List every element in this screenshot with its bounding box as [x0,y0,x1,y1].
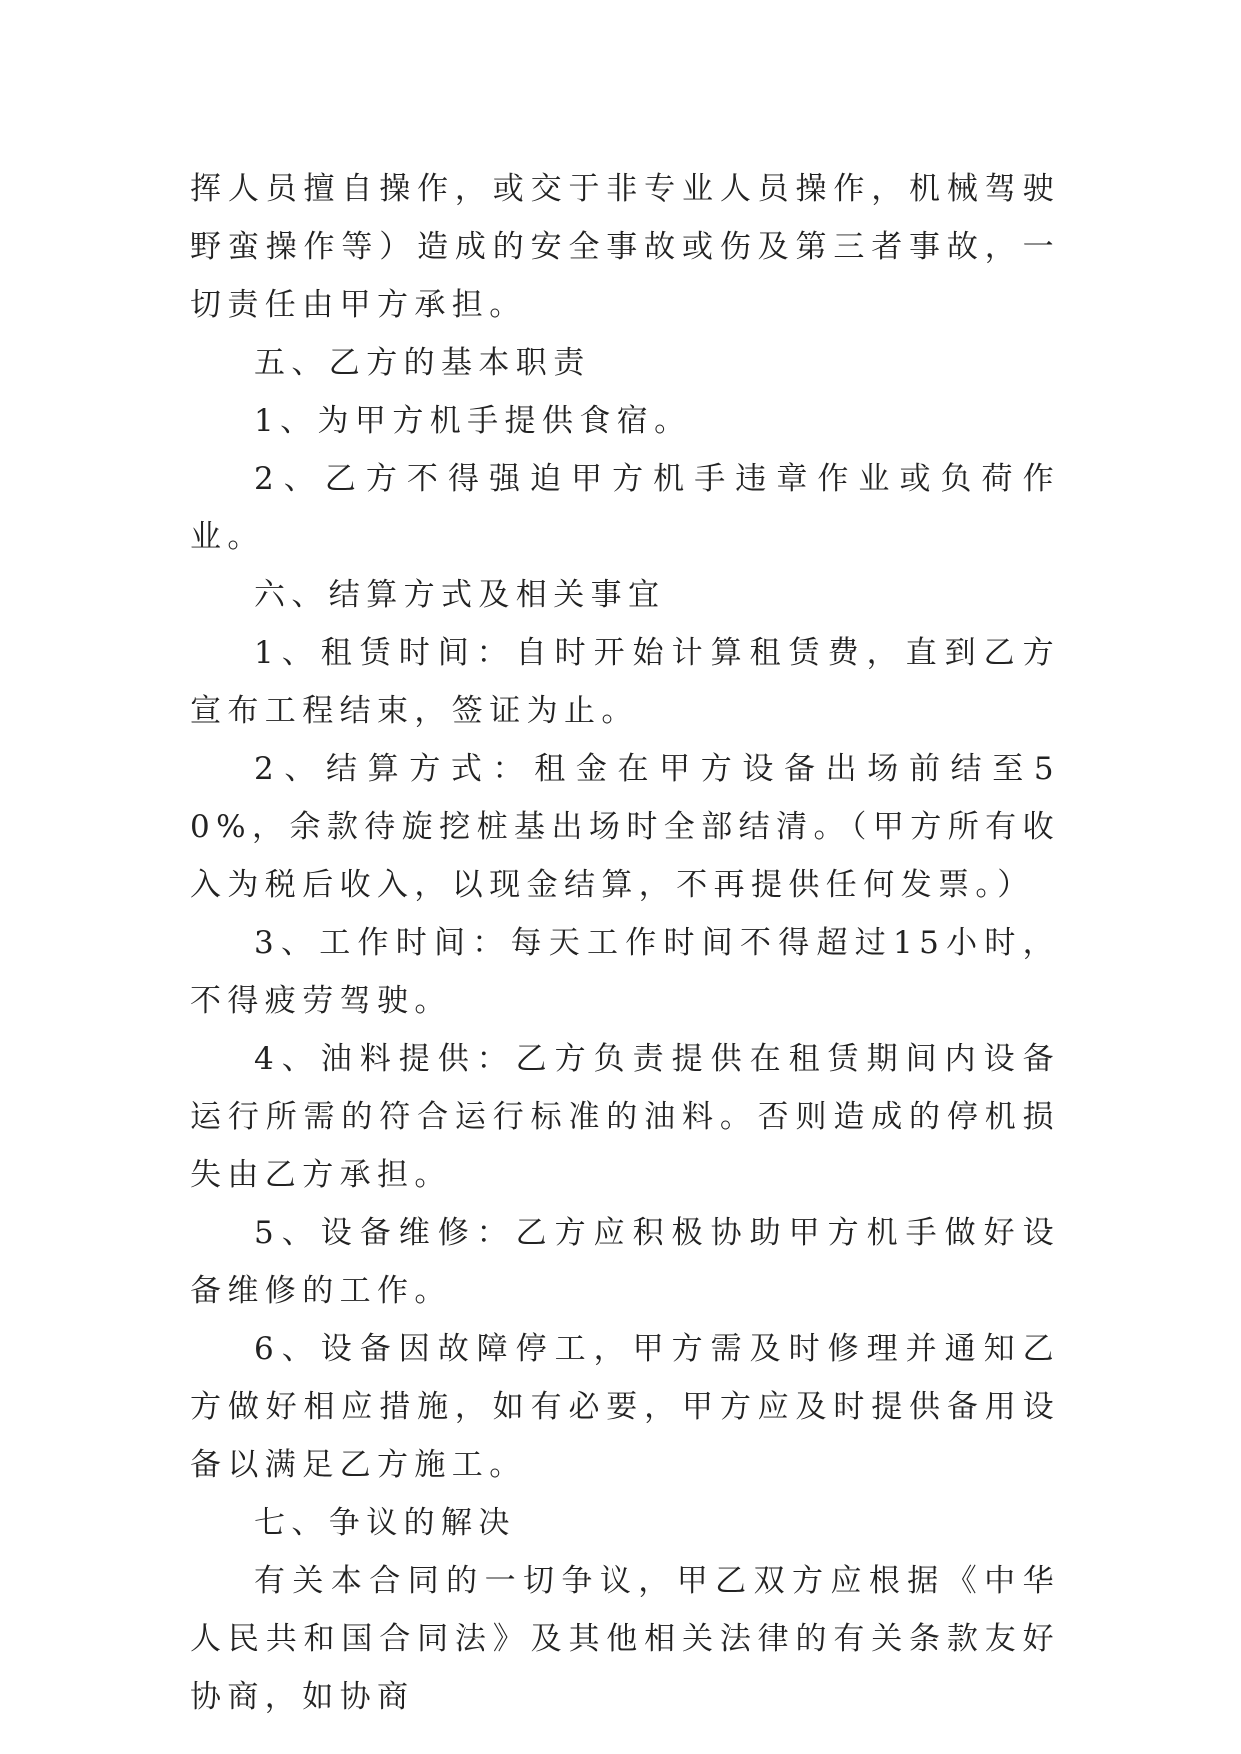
clause-6-2: 2、结算方式：租金在甲方设备出场前结至50%，余款待旋挖桩基出场时全部结清。（甲方所有收入为税后收入，以现金结算，不再提供任何发票。） [190,751,1060,903]
clause-6-5: 5、设备维修：乙方应积极协助甲方机手做好设备维修的工作。 [190,1215,1060,1309]
clause-6-4: 4、油料提供：乙方负责提供在租赁期间内设备运行所需的符合运行标准的油料。否则造成的停机损失由乙方承担。 [190,1041,1060,1193]
clause-5-2: 2、乙方不得强迫甲方机手违章作业或负荷作业。 [190,461,1060,555]
clause-5-1: 1、为甲方机手提供食宿。 [254,403,692,439]
document-body [190,160,1060,1726]
clause-6-6: 6、设备因故障停工，甲方需及时修理并通知乙方做好相应措施，如有必要，甲方应及时提供备用设备以满足乙方施工。 [190,1331,1060,1483]
section-heading-7: 七、争议的解决 [254,1505,516,1541]
clause-7-text: 有关本合同的一切争议，甲乙双方应根据《中华人民共和国合同法》及其他相关法律的有关条款友好协商，如协商 [190,1563,1060,1715]
section-heading-6: 六、结算方式及相关事宜 [254,577,666,613]
clause-6-1: 1、租赁时间：自时开始计算租赁费，直到乙方宣布工程结束，签证为止。 [190,635,1060,729]
clause-6-3: 3、工作时间：每天工作时间不得超过15小时，不得疲劳驾驶。 [190,925,1060,1019]
paragraph-continuation: 挥人员擅自操作，或交于非专业人员操作，机械驾驶野蛮操作等）造成的安全事故或伤及第三者事故，一切责任由甲方承担。 [190,171,1060,323]
section-heading-5: 五、乙方的基本职责 [254,345,591,381]
